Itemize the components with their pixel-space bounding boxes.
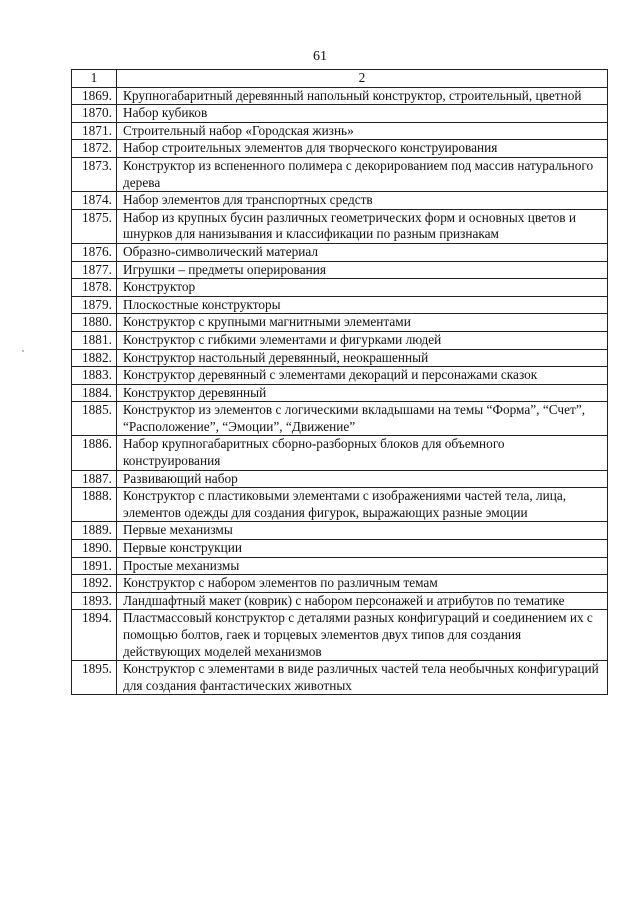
row-number: 1887. — [72, 470, 117, 488]
table-row — [72, 592, 608, 610]
row-item-name: Набор элементов для транспортных средств — [117, 192, 608, 210]
row-item-name: Конструктор с набором элементов по различным темам — [117, 575, 608, 593]
row-number: 1876. — [72, 243, 117, 261]
row-item-name: Конструктор из вспененного полимера с декорированием под массив натурального дерева — [117, 157, 608, 191]
row-item-name: Образно-символический материал — [117, 243, 608, 261]
row-item-name: Набор кубиков — [117, 105, 608, 123]
row-item-name: Конструктор из элементов с логическими вкладышами на темы “Форма”, “Счет”, “Расположение”, “Эмоции”, “Движение” — [117, 402, 608, 436]
table-row — [72, 87, 608, 105]
row-item-name: Конструктор с крупными магнитными элементами — [117, 314, 608, 332]
row-item-name: Простые механизмы — [117, 557, 608, 575]
row-item-name: Первые конструкции — [117, 540, 608, 558]
header-col-number: 1 — [72, 70, 117, 88]
table-body — [72, 70, 608, 695]
table-row — [72, 488, 608, 522]
scan-speck — [22, 350, 24, 352]
row-number: 1871. — [72, 122, 117, 140]
row-number: 1882. — [72, 349, 117, 367]
header-col-name: 2 — [117, 70, 608, 88]
table-row — [72, 384, 608, 402]
table-row — [72, 279, 608, 297]
row-item-name: Набор строительных элементов для творческого конструирования — [117, 140, 608, 158]
table-row — [72, 349, 608, 367]
page-number: 61 — [313, 49, 327, 64]
row-number: 1885. — [72, 402, 117, 436]
row-number: 1895. — [72, 661, 117, 695]
row-number: 1891. — [72, 557, 117, 575]
row-item-name: Игрушки – предметы оперирования — [117, 261, 608, 279]
table-row — [72, 105, 608, 123]
row-item-name: Крупногабаритный деревянный напольный конструктор, строительный, цветной — [117, 87, 608, 105]
row-item-name: Набор из крупных бусин различных геометрических форм и основных цветов и шнурков для нанизывания и классификации по разным признакам — [117, 209, 608, 243]
row-item-name: Конструктор — [117, 279, 608, 297]
table-row — [72, 470, 608, 488]
row-number: 1872. — [72, 140, 117, 158]
table-row — [72, 243, 608, 261]
row-number: 1884. — [72, 384, 117, 402]
table-row — [72, 296, 608, 314]
row-item-name: Набор крупногабаритных сборно-разборных блоков для объемного конструирования — [117, 436, 608, 470]
row-item-name: Пластмассовый конструктор с деталями разных конфигураций и соединением их с помощью болтов, гаек и торцевых элементов двух типов для создания действующих моделей механизмов — [117, 610, 608, 661]
row-number: 1877. — [72, 261, 117, 279]
row-number: 1880. — [72, 314, 117, 332]
table-row — [72, 557, 608, 575]
row-number: 1890. — [72, 540, 117, 558]
row-item-name: Плоскостные конструкторы — [117, 296, 608, 314]
row-item-name: Конструктор с гибкими элементами и фигурками людей — [117, 331, 608, 349]
row-item-name: Конструктор деревянный с элементами декораций и персонажами сказок — [117, 367, 608, 385]
table-row — [72, 157, 608, 191]
table-row — [72, 331, 608, 349]
table-row — [72, 522, 608, 540]
table-row — [72, 192, 608, 210]
row-number: 1878. — [72, 279, 117, 297]
row-number: 1883. — [72, 367, 117, 385]
table-row — [72, 314, 608, 332]
row-number: 1892. — [72, 575, 117, 593]
table-row — [72, 436, 608, 470]
row-item-name: Конструктор настольный деревянный, неокрашенный — [117, 349, 608, 367]
row-number: 1894. — [72, 610, 117, 661]
table-row — [72, 661, 608, 695]
table-row — [72, 261, 608, 279]
row-item-name: Конструктор с пластиковыми элементами с изображениями частей тела, лица, элементов одежды для создания фигурок, выражающих разные эмоции — [117, 488, 608, 522]
row-item-name: Конструктор с элементами в виде различных частей тела необычных конфигураций для создания фантастических животных — [117, 661, 608, 695]
row-number: 1875. — [72, 209, 117, 243]
table-row — [72, 610, 608, 661]
table-row — [72, 140, 608, 158]
table-row — [72, 209, 608, 243]
equipment-table — [71, 69, 608, 695]
row-number: 1888. — [72, 488, 117, 522]
row-item-name: Конструктор деревянный — [117, 384, 608, 402]
row-number: 1886. — [72, 436, 117, 470]
row-number: 1889. — [72, 522, 117, 540]
table-row — [72, 122, 608, 140]
row-number: 1874. — [72, 192, 117, 210]
row-item-name: Ландшафтный макет (коврик) с набором персонажей и атрибутов по тематике — [117, 592, 608, 610]
row-number: 1881. — [72, 331, 117, 349]
row-number: 1870. — [72, 105, 117, 123]
table-row — [72, 575, 608, 593]
row-item-name: Первые механизмы — [117, 522, 608, 540]
row-number: 1869. — [72, 87, 117, 105]
table-header-row — [72, 70, 608, 88]
table-row — [72, 540, 608, 558]
row-number: 1879. — [72, 296, 117, 314]
table-row — [72, 402, 608, 436]
table-row — [72, 367, 608, 385]
row-number: 1873. — [72, 157, 117, 191]
row-item-name: Строительный набор «Городская жизнь» — [117, 122, 608, 140]
row-number: 1893. — [72, 592, 117, 610]
row-item-name: Развивающий набор — [117, 470, 608, 488]
